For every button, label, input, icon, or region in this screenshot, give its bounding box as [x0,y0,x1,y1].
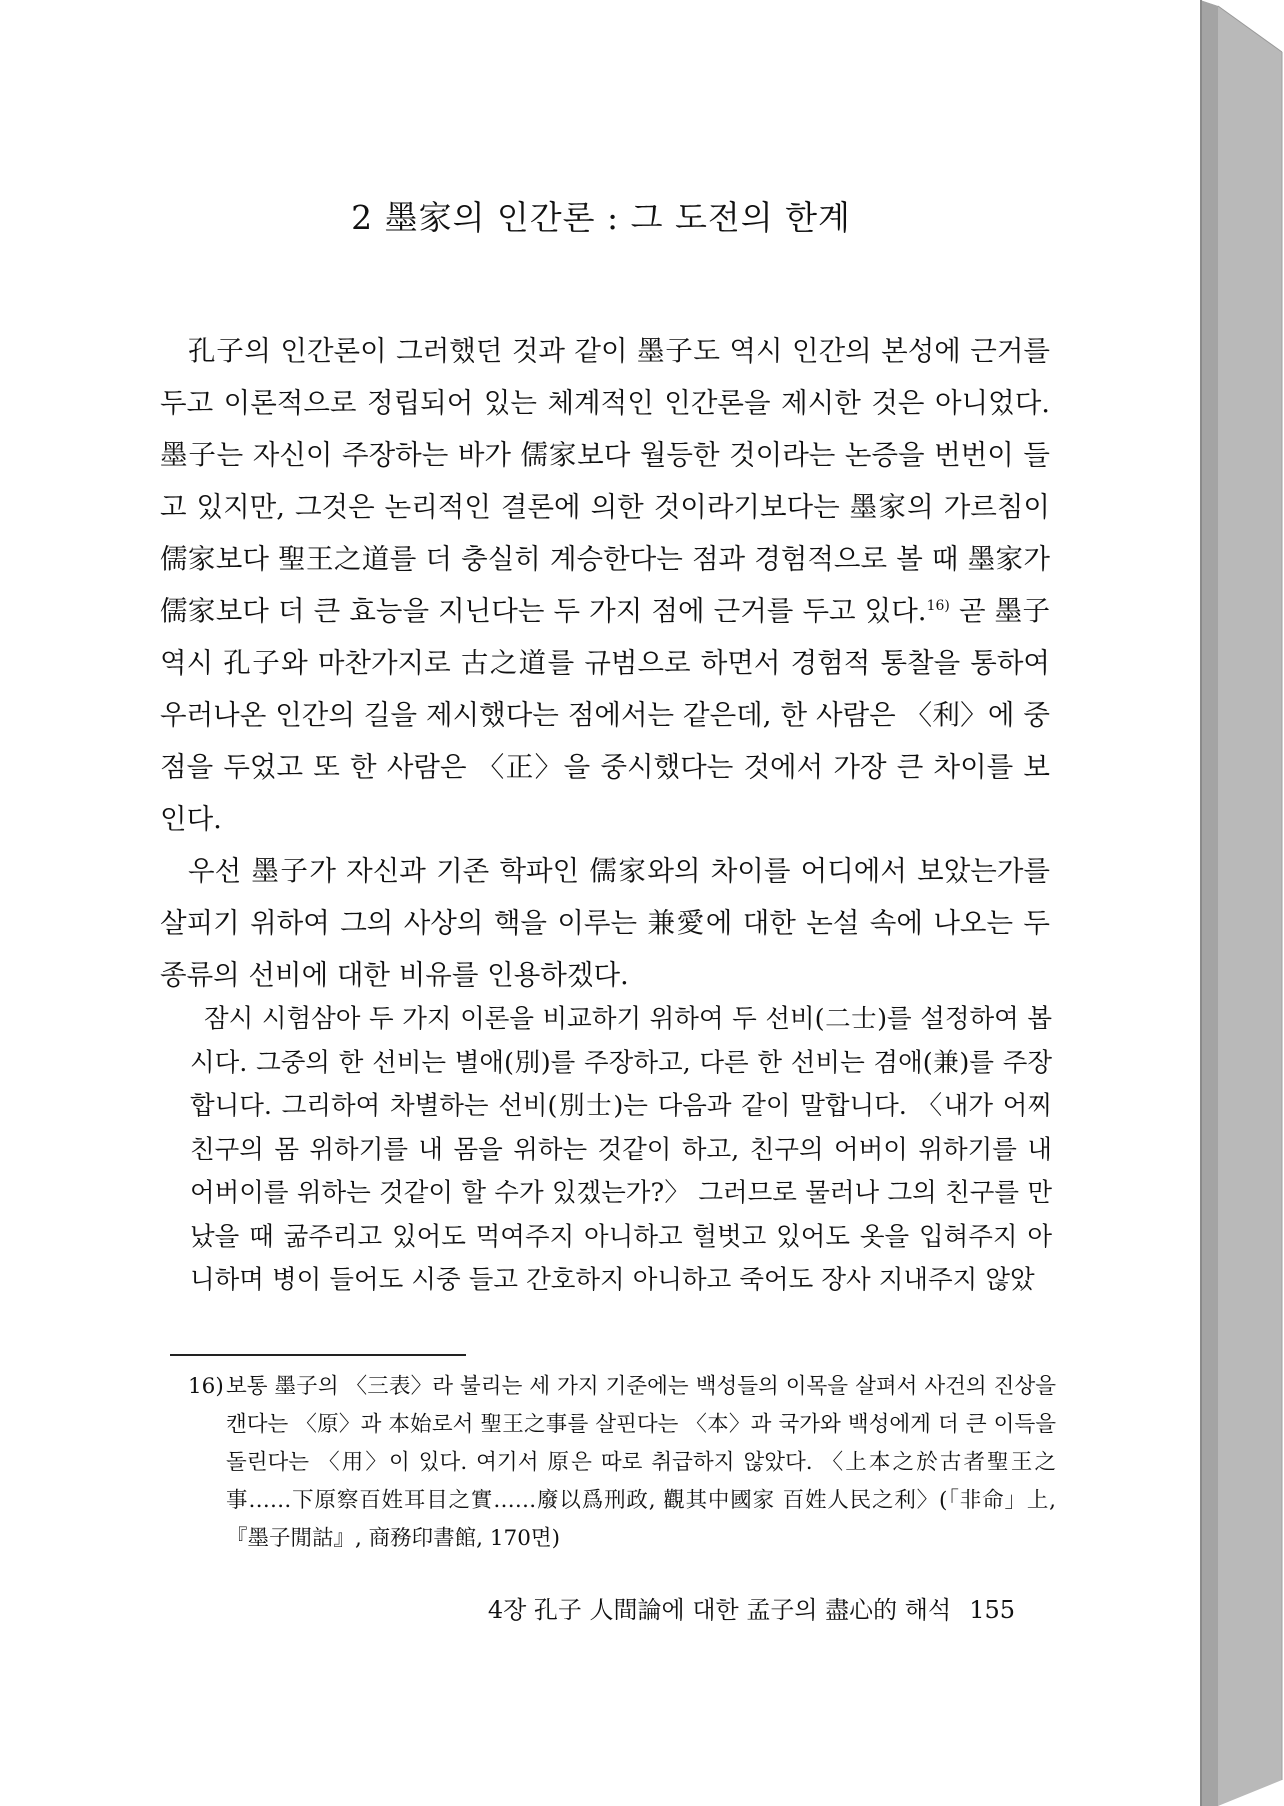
book-page-edges [1200,0,1284,1806]
body-text [160,325,1050,1001]
footnote-text: 보통 墨子의 〈三表〉라 불리는 세 가지 기준에는 백성들의 이목을 살펴서 사건의 진상을 캔다는 〈原〉과 本始로서 聖王之事를 살핀다는 〈本〉과 국가와 백성에게 더 큰 이득을 돌린다는 〈用〉이 있다. 여기서 原은 따로 취급하지 않았다. 〈上本之於古者聖王之事……下原察百姓耳目之實……廢以爲刑政, 觀其中國家 百姓人民之利〉(「非命」上, 『墨子閒詁』, 商務印書館, 170면) [226,1374,1056,1551]
paragraph-1-end: 곧 墨子 역시 孔子와 마찬가지로 古之道를 규범으로 하면서 경험적 통찰을 통하여 우러나온 인간의 길을 제시했다는 점에서는 같은데, 한 사람은 〈利〉에 중점을 두었고 또 한 사람은 〈正〉을 중시했다는 것에서 가장 큰 차이를 보인다. [160,595,1050,835]
footnote-ref[interactable]: 16) [926,597,950,614]
section-heading: 2 墨家의 인간론 : 그 도전의 한계 [351,198,851,237]
paragraph-1-text: 孔子의 인간론이 그러했던 것과 같이 墨子도 역시 인간의 본성에 근거를 두고 이론적으로 정립되어 있는 체계적인 인간론을 제시한 것은 아니었다. 墨子는 자신이 주장하는 바가 儒家보다 월등한 것이라는 논증을 번번이 들고 있지만, 그것은 논리적인 결론에 의한 것이라기보다는 墨家의 가르침이 儒家보다 聖王之道를 더 충실히 계승한다는 점과 경험적으로 볼 때 墨家가 儒家보다 더 큰 효능을 지닌다는 두 가지 점에 근거를 두고 있다. [160,335,1050,627]
footnote [188,1368,1056,1558]
footnote-number: 16) [188,1374,224,1399]
page-number: 155 [969,1596,1015,1624]
paragraph-2: 우선 墨子가 자신과 기존 학파인 儒家와의 차이를 어디에서 보았는가를 살피기 위하여 그의 사상의 핵을 이루는 兼愛에 대한 논설 속에 나오는 두 종류의 선비에 대한 비유를 인용하겠다. [160,855,1050,991]
running-footer [0,1590,1015,1625]
chapter-title: 4장 孔子 人間論에 대한 孟子의 盡心的 해석 [487,1596,952,1624]
block-quote-text: 잠시 시험삼아 두 가지 이론을 비교하기 위하여 두 선비(二士)를 설정하여 봅시다. 그중의 한 선비는 별애(別)를 주장하고, 다른 한 선비는 겸애(兼)를 주장합니다. 그리하여 차별하는 선비(別士)는 다음과 같이 말합니다. 〈내가 어찌 친구의 몸 위하기를 내 몸을 위하는 것같이 하고, 친구의 어버이 위하기를 내 어버이를 위하는 것같이 할 수가 있겠는가?〉 그러므로 물러나 그의 친구를 만났을 때 굶주리고 있어도 먹여주지 아니하고 헐벗고 있어도 옷을 입혀주지 아니하며 병이 들어도 시중 들고 간호하지 아니하고 죽어도 장사 지내주지 않았 [190,1004,1052,1295]
paragraph-1 [160,325,1050,845]
block-quote [190,998,1052,1303]
footnote-divider [170,1354,466,1356]
